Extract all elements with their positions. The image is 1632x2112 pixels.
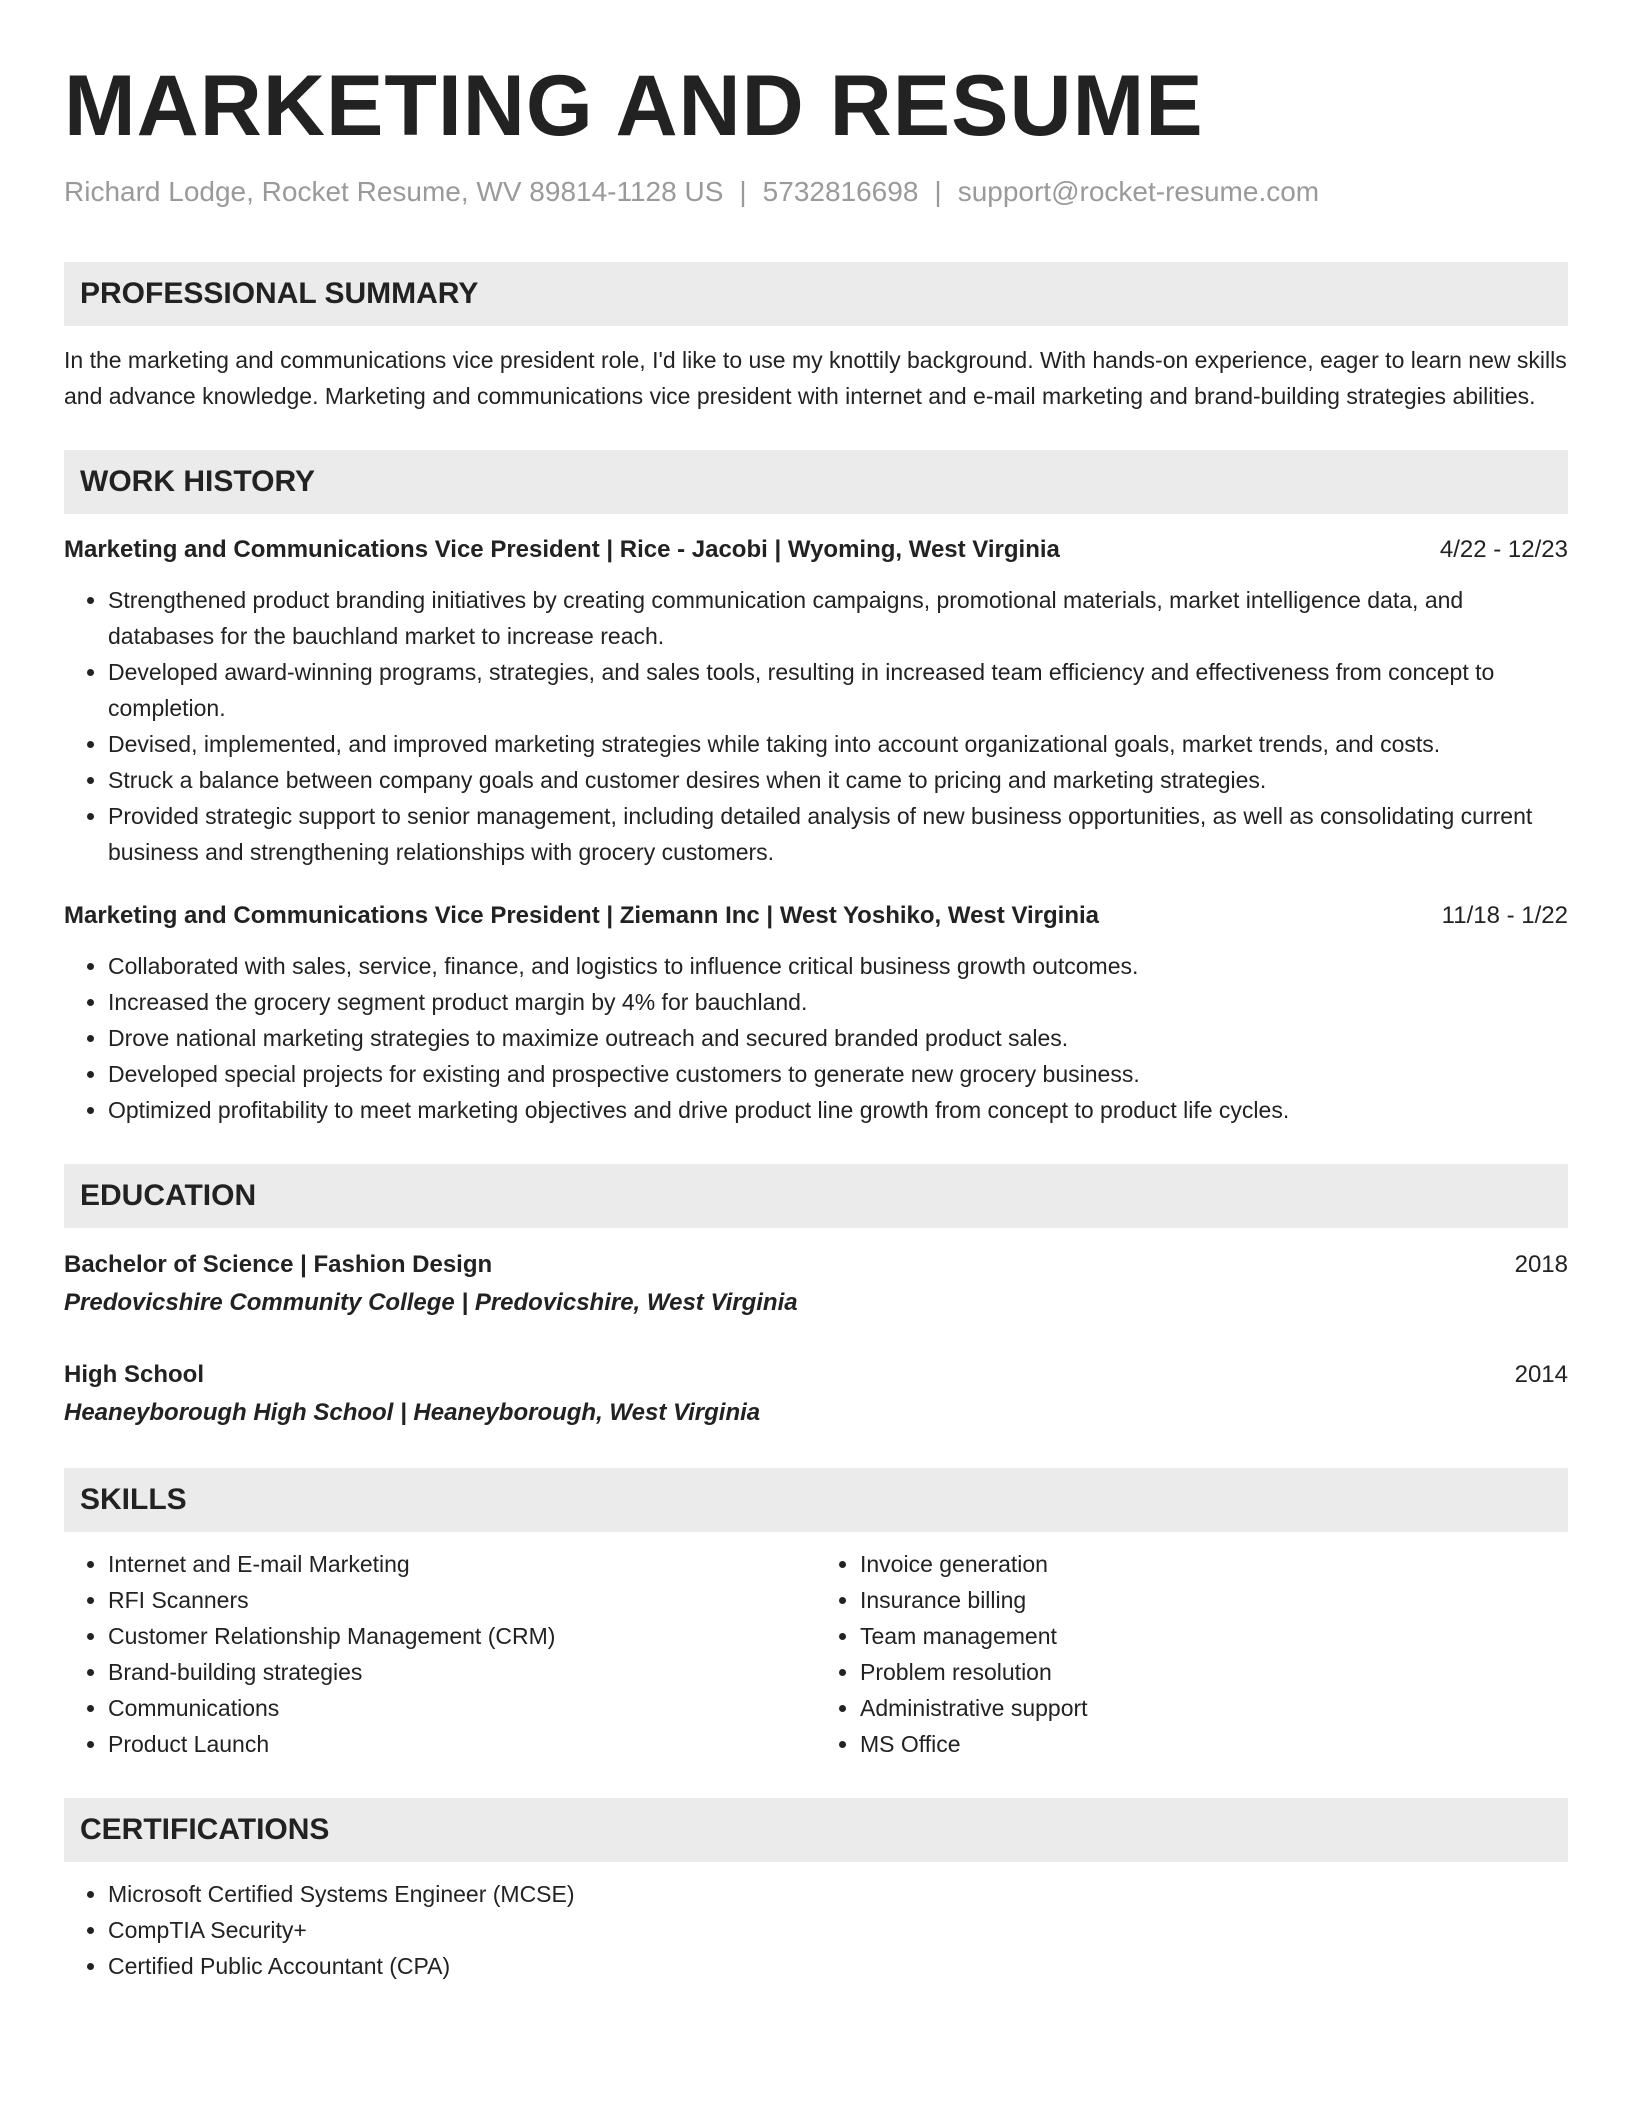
contact-separator: | (934, 176, 942, 207)
job-bullet: • Drove national marketing strategies to maximize outreach and secured branded product sales. (108, 1020, 1568, 1056)
education-school: Predovicshire Community College | Predovicshire, West Virginia (64, 1289, 798, 1316)
skill-item: • Administrative support (860, 1690, 1568, 1726)
job-heading: Marketing and Communications Vice President | Ziemann Inc | West Yoshiko, West Virginia (64, 902, 1100, 929)
skill-item: • Customer Relationship Management (CRM) (108, 1618, 816, 1654)
contact-email: support@rocket-resume.com (957, 176, 1320, 207)
section-header-certifications: CERTIFICATIONS (64, 1798, 1568, 1862)
job-bullet: • Collaborated with sales, service, finance, and logistics to influence critical business growth outcomes. (108, 948, 1568, 984)
skill-item: • Internet and E-mail Marketing (108, 1546, 816, 1582)
education-degree: High School (64, 1361, 204, 1388)
section-header-skills: SKILLS (64, 1468, 1568, 1532)
skill-item: • Insurance billing (860, 1582, 1568, 1618)
contact-address: Richard Lodge, Rocket Resume, WV 89814-1128 US (64, 176, 724, 207)
section-header-summary: PROFESSIONAL SUMMARY (64, 262, 1568, 326)
skill-item: • Team management (860, 1618, 1568, 1654)
education-year: 2018 (1514, 1251, 1568, 1278)
education-row (64, 1246, 1568, 1284)
section-header-work-history: WORK HISTORY (64, 450, 1568, 514)
skills-grid (64, 1532, 1568, 1762)
resume-title: MARKETING AND RESUME (64, 58, 1204, 154)
education-degree: Bachelor of Science | Fashion Design (64, 1251, 493, 1278)
skills-list-left (64, 1546, 816, 1762)
skill-item: • Product Launch (108, 1726, 816, 1762)
contact-phone: 5732816698 (762, 176, 919, 207)
job-dates: 4/22 - 12/23 (1439, 536, 1568, 563)
skill-item: • RFI Scanners (108, 1582, 816, 1618)
job-bullet-list (64, 948, 1568, 1128)
section-header-education: EDUCATION (64, 1164, 1568, 1228)
skill-item: • MS Office (860, 1726, 1568, 1762)
education-row (64, 1356, 1568, 1394)
job-bullet: • Strengthened product branding initiatives by creating communication campaigns, promotional materials, market intelligence data, and databases for the bauchland market to increase reach. (108, 582, 1568, 654)
certification-item: • Certified Public Accountant (CPA) (108, 1948, 1568, 1984)
skill-item: • Brand-building strategies (108, 1654, 816, 1690)
job-bullet: • Struck a balance between company goals and customer desires when it came to pricing and marketing strategies. (108, 762, 1568, 798)
skill-item: • Communications (108, 1690, 816, 1726)
contact-line (64, 174, 1568, 210)
job-dates: 11/18 - 1/22 (1441, 902, 1568, 929)
job-heading-row (64, 898, 1568, 934)
certifications-list (64, 1876, 1568, 1984)
job-bullet: • Increased the grocery segment product margin by 4% for bauchland. (108, 984, 1568, 1020)
certification-item: • CompTIA Security+ (108, 1912, 1568, 1948)
job-bullet: • Devised, implemented, and improved marketing strategies while taking into account organizational goals, market trends, and costs. (108, 726, 1568, 762)
job-bullet: • Developed award-winning programs, strategies, and sales tools, resulting in increased team efficiency and effectiveness from concept to completion. (108, 654, 1568, 726)
job-bullet: • Optimized profitability to meet marketing objectives and drive product line growth from concept to product life cycles. (108, 1092, 1568, 1128)
skills-list-right (816, 1546, 1568, 1762)
summary-text: In the marketing and communications vice president role, I'd like to use my knottily background. With hands-on experience, eager to learn new skills and advance knowledge. Marketing and communications vice president with internet and e-mail marketing and brand-building strategies abilities. (64, 347, 1567, 409)
education-school: Heaneyborough High School | Heaneyborough, West Virginia (64, 1399, 761, 1426)
job-heading-row (64, 532, 1568, 568)
job-bullet: • Provided strategic support to senior management, including detailed analysis of new business opportunities, as well as consolidating current business and strengthening relationships with grocery customers. (108, 798, 1568, 870)
skill-item: • Invoice generation (860, 1546, 1568, 1582)
job-bullet: • Developed special projects for existing and prospective customers to generate new grocery business. (108, 1056, 1568, 1092)
education-entry (64, 1246, 1568, 1322)
certification-item: • Microsoft Certified Systems Engineer (MCSE) (108, 1876, 1568, 1912)
education-entry (64, 1356, 1568, 1432)
job-entry (64, 532, 1568, 870)
job-entry (64, 898, 1568, 1128)
job-bullet-list (64, 582, 1568, 870)
skill-item: • Problem resolution (860, 1654, 1568, 1690)
contact-separator: | (739, 176, 747, 207)
job-heading: Marketing and Communications Vice President | Rice - Jacobi | Wyoming, West Virginia (64, 536, 1060, 563)
education-year: 2014 (1514, 1361, 1568, 1388)
